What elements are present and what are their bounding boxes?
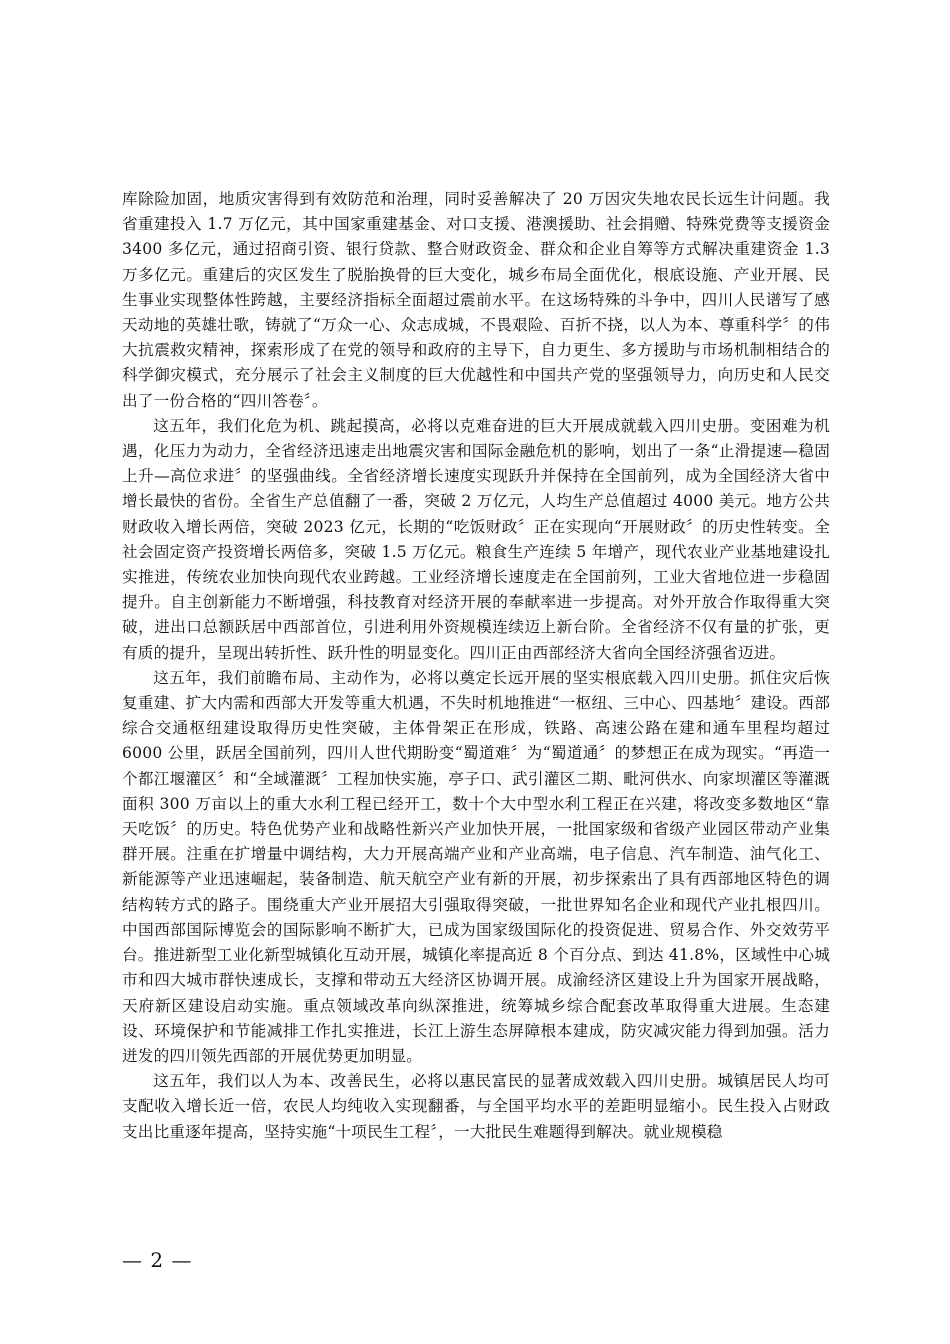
document-body [122,187,830,1145]
paragraph-economic-achievements: 这五年，我们化危为机、跳起摸高，必将以克难奋进的巨大开展成就载入四川史册。变困难为机遇，化压力为动力，全省经济迅速走出地震灾害和国际金融危机的影响，划出了一条“止滑提速—稳固上升—高位求进〞的坚强曲线。全省经济增长速度实现跃升并保持在全国前列，成为全国经济大省中增长最快的省份。全省生产总值翻了一番，突破 2 万亿元，人均生产总值超过 4000 美元。地方公共财政收入增长两倍，突破 2023 亿元，长期的“吃饭财政〞正在实现向“开展财政〞的历史性转变。全社会固定资产投资增长两倍多，突破 1.5 万亿元。粮食生产连续 5 年增产，现代农业产业基地建设扎实推进，传统农业加快向现代农业跨越。工业经济增长速度走在全国前列，工业大省地位进一步稳固提升。自主创新能力不断增强，科技教育对经济开展的奉献率进一步提高。对外开放合作取得重大突破，进出口总额跃居中西部首位，引进利用外资规模连续迈上新台阶。全省经济不仅有量的扩张，更有质的提升，呈现出转折性、跃升性的明显变化。四川正由西部经济大省向全国经济强省迈进。 [122,416,830,662]
page-number: — 2 — [122,1248,193,1272]
paragraph-reconstruction-summary: 库除险加固，地质灾害得到有效防范和治理，同时妥善解决了 20 万因灾失地农民长远生计问题。我省重建投入 1.7 万亿元，其中国家重建基金、对口支援、港澳援助、社会捐赠、特殊党费等支援资金 3400 多亿元，通过招商引资、银行贷款、整合财政资金、群众和企业自筹等方式解决重建资金 1.3 万多亿元。重建后的灾区发生了脱胎换骨的巨大变化，城乡布局全面优化，根底设施、产业开展、民生事业实现整体性跨越，主要经济指标全面超过震前水平。在这场特殊的斗争中，四川人民谱写了感天动地的英雄壮歌，铸就了“万众一心、众志成城，不畏艰险、百折不挠，以人为本、尊重科学〞的伟大抗震救灾精神，探索形成了在党的领导和政府的主导下，自力更生、多方援助与市场机制相结合的科学御灾模式，充分展示了社会主义制度的巨大优越性和中国共产党的坚强领导力，向历史和人民交出了一份合格的“四川答卷〞。 [122,190,830,410]
paragraph-long-term-foundation: 这五年，我们前瞻布局、主动作为，必将以奠定长远开展的坚实根底载入四川史册。抓住灾后恢复重建、扩大内需和西部大开发等重大机遇，不失时机地推进“一枢纽、三中心、四基地〞建设。西部综合交通枢纽建设取得历史性突破，主体骨架正在形成，铁路、高速公路在建和通车里程均超过 6000 公里，跃居全国前列，四川人世代期盼变“蜀道难〞为“蜀道通〞的梦想正在成为现实。“再造一个都江堰灌区〞和“全域灌溉〞工程加快实施，亭子口、武引灌区二期、毗河供水、向家坝灌区等灌溉面积 300 万亩以上的重大水利工程已经开工，数十个大中型水利工程正在兴建，将改变多数地区“靠天吃饭〞的历史。特色优势产业和战略性新兴产业加快开展，一批国家级和省级产业园区带动产业集群开展。注重在扩增量中调结构，大力开展高端产业和产业高端，电子信息、汽车制造、油气化工、新能源等产业迅速崛起，装备制造、航天航空产业有新的开展，初步探索出了具有西部地区特色的调结构转方式的路子。围绕重大产业开展招大引强取得突破，一批世界知名企业和现代产业扎根四川。中国西部国际博览会的国际影响不断扩大，已成为国家级国际化的投资促进、贸易合作、外交效劳平台。推进新型工业化新型城镇化互动开展，城镇化率提高近 8 个百分点、到达 41.8%，区域性中心城市和四大城市群快速成长，支撑和带动五大经济区协调开展。成渝经济区建设上升为国家开展战略，天府新区建设启动实施。重点领域改革向纵深推进，统筹城乡综合配套改革取得重大进展。生态建设、环境保护和节能减排工作扎实推进，长江上游生态屏障根本建成，防灾减灾能力得到加强。活力迸发的四川领先西部的开展优势更加明显。 [122,668,830,1065]
paragraph-livelihood: 这五年，我们以人为本、改善民生，必将以惠民富民的显著成效载入四川史册。城镇居民人均可支配收入增长近一倍，农民人均纯收入实现翻番，与全国平均水平的差距明显缩小。民生投入占财政支出比重逐年提高，坚持实施“十项民生工程〞，一大批民生难题得到解决。就业规模稳 [122,1072,830,1141]
